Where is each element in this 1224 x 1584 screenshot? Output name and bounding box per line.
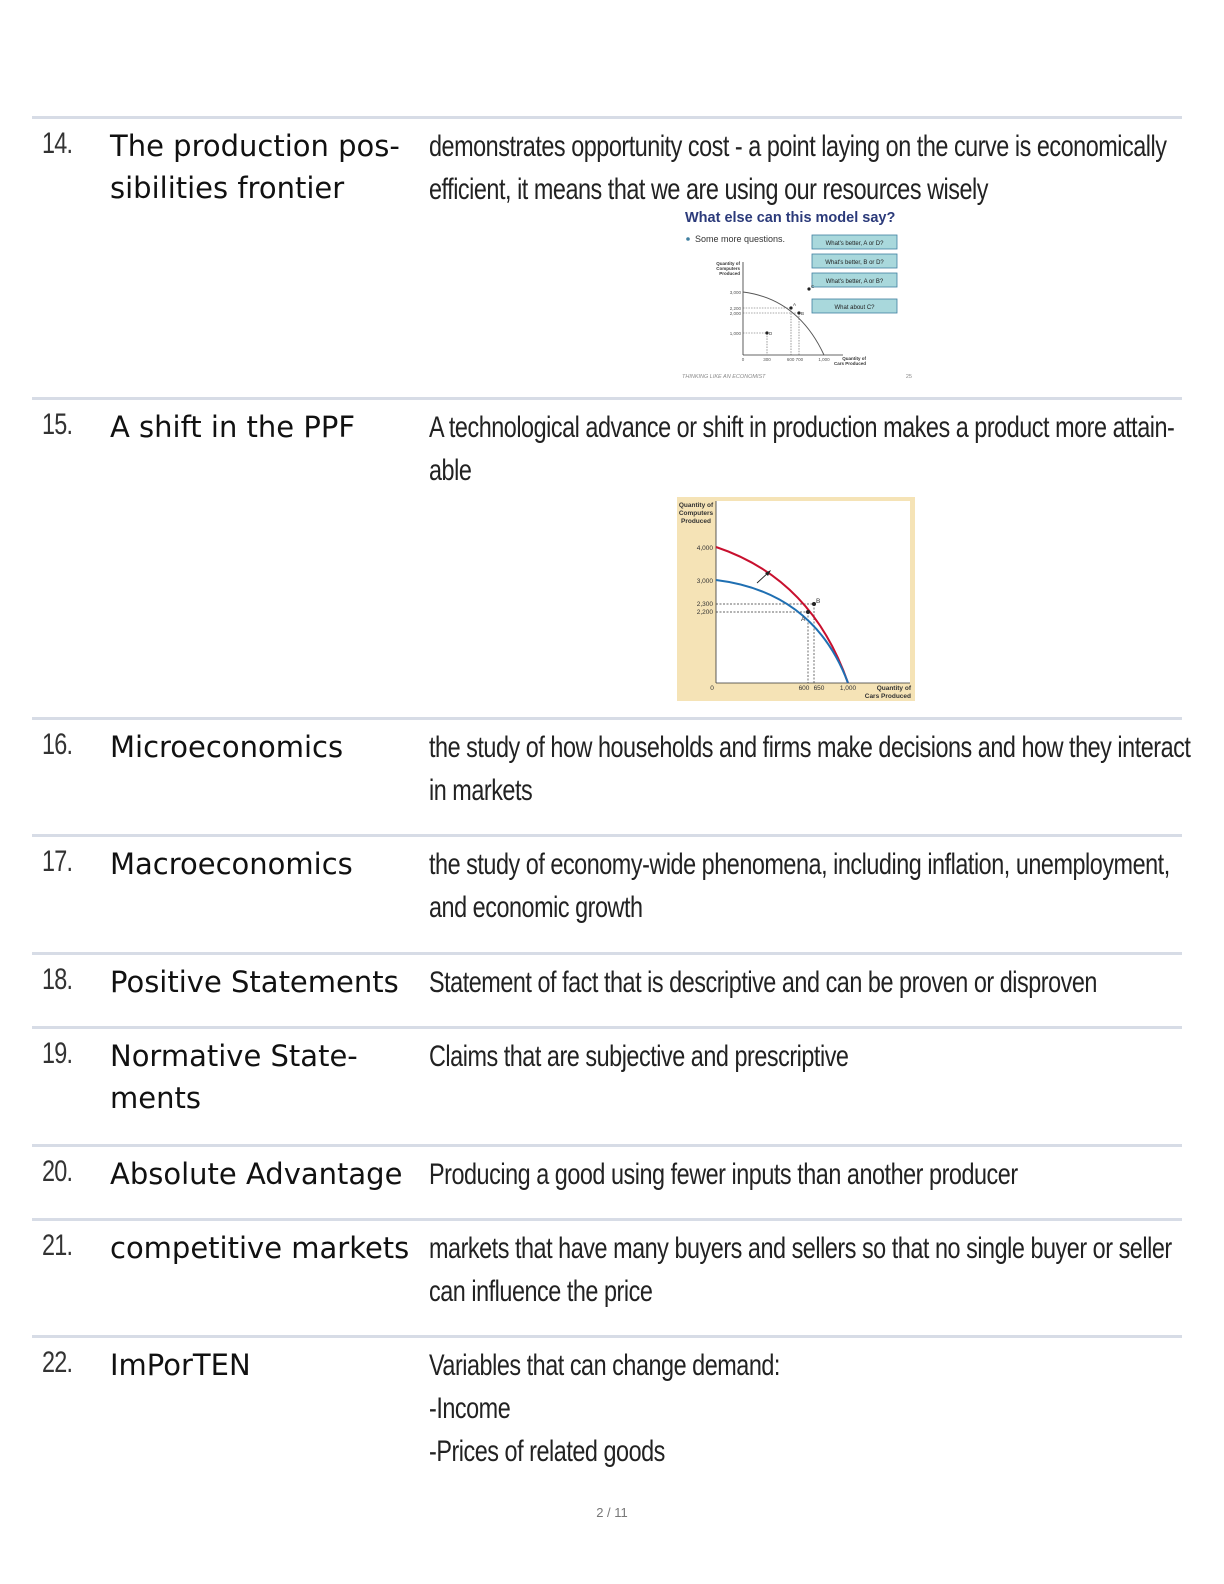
svg-text:C: C (811, 284, 815, 289)
definition-line: can influence the price (429, 1275, 653, 1308)
entry-number: 22. (42, 1346, 73, 1379)
ppf-slide-figure (678, 207, 928, 383)
term-line: Microeconomics (110, 730, 344, 764)
y-tick: 4,000 (696, 545, 713, 552)
svg-text:Produced: Produced (719, 271, 740, 276)
definition-line: the study of how households and firms make decisions and how they interact (429, 731, 1191, 764)
entry-term (110, 406, 420, 448)
svg-text:Produced: Produced (681, 518, 711, 525)
y-tick: 2,200 (729, 306, 741, 311)
term-line: Normative State- (110, 1039, 358, 1073)
entry-term (110, 125, 420, 209)
term-line: Positive Statements (110, 965, 399, 999)
entry-number: 16. (42, 728, 73, 761)
entry-definition (429, 125, 1167, 211)
svg-text:D: D (769, 331, 773, 336)
definition-line: able (429, 454, 472, 487)
y-tick: 2,200 (696, 609, 713, 616)
entry-definition (429, 961, 1162, 1004)
slide-footer: THINKING LIKE AN ECONOMIST (682, 374, 766, 380)
entry-row-17 (32, 834, 1182, 955)
definition-line: demonstrates opportunity cost - a point laying on the curve is economically (429, 130, 1167, 163)
definition-line: in markets (429, 774, 533, 807)
entry-row-14 (32, 116, 1182, 401)
entry-definition (429, 726, 1191, 812)
entry-row-19 (32, 1026, 1182, 1147)
svg-text:A: A (801, 616, 806, 623)
x-tick: 1,000 (839, 685, 857, 692)
definition-line: Variables that can change demand: (429, 1349, 780, 1382)
entry-number: 18. (42, 963, 73, 996)
definition-line: -Income (429, 1392, 511, 1425)
term-line: competitive markets (110, 1231, 410, 1265)
slide-bullet: Some more questions. (695, 234, 786, 244)
svg-text:What's better, A or B?: What's better, A or B? (825, 279, 884, 285)
y-tick: 3,000 (729, 290, 741, 295)
term-line: The production pos- (110, 129, 400, 163)
svg-text:Computers: Computers (678, 510, 714, 517)
definition-line: and economic growth (429, 891, 643, 924)
svg-text:Quantity of: Quantity of (876, 685, 911, 692)
y-tick: 1,000 (729, 331, 741, 336)
entry-term (110, 1227, 420, 1269)
svg-text:Quantity of: Quantity of (678, 502, 714, 509)
entry-term (110, 1035, 420, 1119)
ppf-y-label (716, 261, 740, 276)
entry-term (110, 961, 420, 1003)
x-tick: 0 (741, 357, 745, 362)
entry-number: 17. (42, 845, 73, 878)
ppf-shift-figure (677, 497, 915, 701)
term-line: ImPorTEN (110, 1348, 251, 1382)
entry-definition (429, 1344, 1162, 1473)
entry-definition (429, 1227, 1172, 1313)
entry-term (110, 843, 420, 885)
svg-text:B: B (816, 598, 821, 605)
svg-text:What about C?: What about C? (834, 305, 875, 311)
bullet-icon (686, 237, 690, 241)
plot-area (716, 501, 910, 683)
entry-number: 19. (42, 1037, 73, 1070)
entry-row-15 (32, 397, 1182, 720)
x-tick: 650 (813, 685, 825, 692)
definition-line: -Prices of related goods (429, 1435, 665, 1468)
entry-definition (429, 843, 1170, 929)
entry-term (110, 726, 420, 768)
entry-row-21 (32, 1218, 1182, 1338)
definition-line: Producing a good using fewer inputs than another producer (429, 1158, 1018, 1191)
svg-text:What's better, B or D?: What's better, B or D? (825, 260, 884, 266)
x-tick: 0 (710, 685, 714, 692)
entry-number: 15. (42, 408, 73, 441)
page-number: 2 / 11 (596, 1505, 628, 1520)
term-line: Absolute Advantage (110, 1157, 403, 1191)
x-tick: 300 (763, 357, 771, 362)
definition-line: Statement of fact that is descriptive and can be proven or disproven (429, 966, 1097, 999)
entry-definition (429, 1035, 1162, 1078)
svg-text:Cars Produced: Cars Produced (833, 361, 866, 366)
x-tick: 600 700 (786, 357, 804, 362)
svg-text:Cars Produced: Cars Produced (864, 693, 911, 700)
entry-term (110, 1344, 420, 1386)
entry-row-20 (32, 1144, 1182, 1221)
x-tick: 600 (798, 685, 810, 692)
entry-term (110, 1153, 420, 1195)
y-tick: 2,300 (696, 601, 713, 608)
y-tick: 2,000 (729, 311, 741, 316)
entry-row-16 (32, 717, 1191, 837)
term-line: A shift in the PPF (110, 410, 356, 444)
y-tick: 3,000 (696, 578, 713, 585)
ppf-y-label (679, 502, 714, 525)
entry-row-22 (32, 1335, 1182, 1488)
svg-text:Quantity of: Quantity of (716, 261, 740, 266)
question-buttons (812, 235, 897, 313)
term-line: sibilities frontier (110, 171, 345, 205)
entry-definition (429, 1153, 1162, 1196)
definition-line: A technological advance or shift in production makes a product more attain- (429, 411, 1175, 444)
entry-number: 14. (42, 127, 73, 160)
ppf-x-label (834, 356, 867, 366)
definition-line: Claims that are subjective and prescriptive (429, 1040, 849, 1073)
x-tick: 1,000 (818, 357, 830, 362)
point-A (806, 610, 810, 614)
definition-line: the study of economy-wide phenomena, including inflation, unemployment, (429, 848, 1170, 881)
slide-title: What else can this model say? (685, 210, 896, 226)
svg-text:Computers: Computers (716, 266, 740, 271)
term-line: Macroeconomics (110, 847, 353, 881)
entry-number: 20. (42, 1155, 73, 1188)
svg-text:A: A (793, 302, 797, 307)
term-line: ments (110, 1081, 201, 1115)
svg-text:What's better, A or D?: What's better, A or D? (825, 241, 884, 247)
svg-text:B: B (801, 311, 805, 316)
svg-text:Quantity of: Quantity of (842, 356, 866, 361)
entry-number: 21. (42, 1229, 73, 1262)
definition-line: efficient, it means that we are using our resources wisely (429, 173, 989, 206)
definition-line: markets that have many buyers and sellers so that no single buyer or seller (429, 1232, 1172, 1265)
entry-row-18 (32, 952, 1182, 1029)
entry-definition (429, 406, 1175, 492)
slide-number: 25 (905, 374, 912, 380)
